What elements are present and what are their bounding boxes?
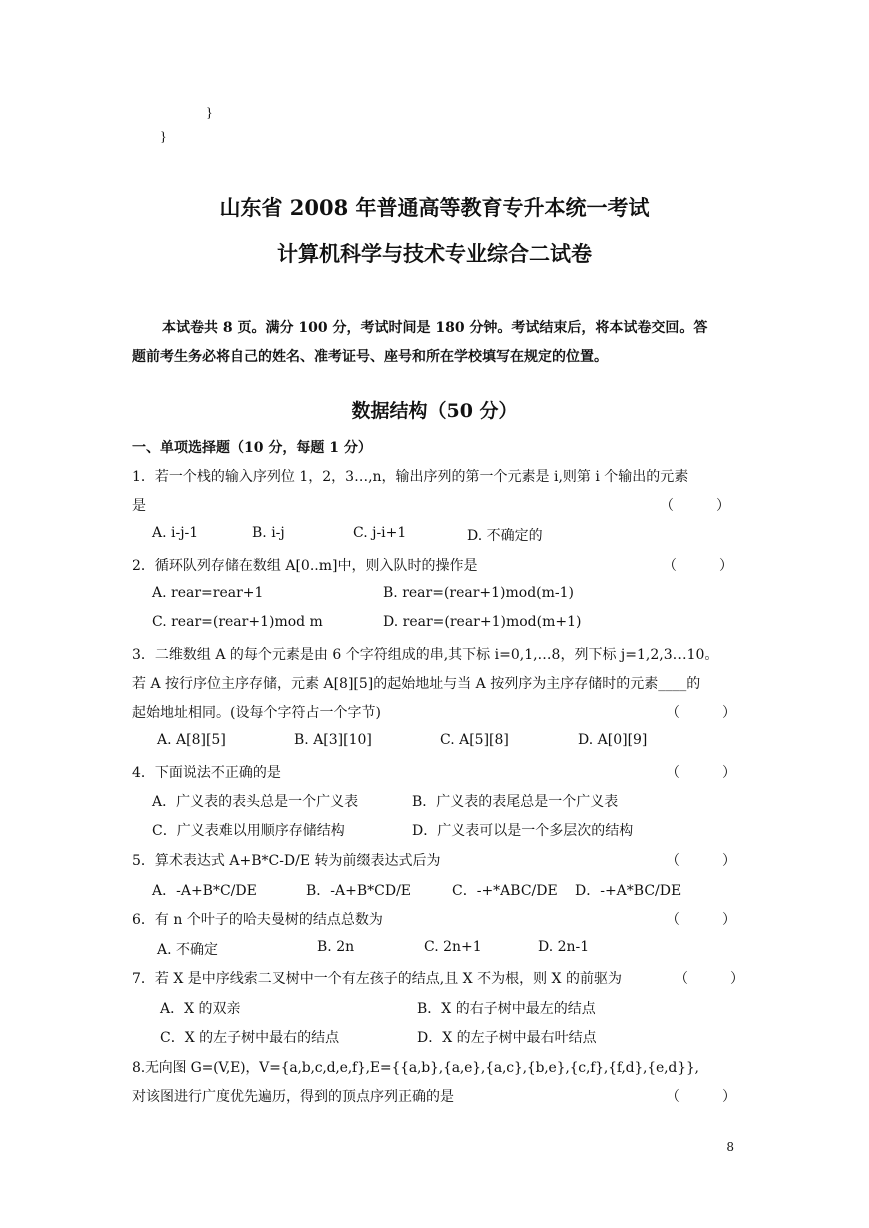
question-2-stem-line1: 2．循环队列存储在数组 A[0..m]中，则入队时的操作是: [132, 558, 478, 574]
question-8-answer-paren: （ ）: [666, 1089, 736, 1105]
question-2-option-a: A. rear=rear+1: [152, 585, 264, 601]
question-3-option-b: B. A[3][10]: [294, 732, 372, 748]
question-7-option-c: C．X 的左子树中最右的结点: [160, 1030, 340, 1046]
question-8-stem-line1: 8.无向图 G=(V,E)，V={a,b,c,d,e,f},E={{a,b},{a,e},{a,c},{b,e},{c,f},{f,d},{e,d}},: [132, 1060, 699, 1076]
question-4-option-b: B．广义表的表尾总是一个广义表: [412, 794, 619, 810]
code-inner-brace: }: [206, 106, 213, 121]
question-6-option-b: B. 2n: [317, 939, 355, 955]
question-2-option-d: D. rear=(rear+1)mod(m+1): [383, 614, 582, 630]
question-1-option-a: A. i-j-1: [152, 525, 199, 541]
question-6-option-d: D. 2n-1: [538, 939, 590, 955]
question-3-stem-line1: 3．二维数组 A 的每个元素是由 6 个字符组成的串,其下标 i=0,1,…8，列下标 j=1,2,3…10。: [132, 647, 719, 663]
question-8-stem-line2: 对该图进行广度优先遍历，得到的顶点序列正确的是: [132, 1089, 454, 1105]
question-6-option-a: A. 不确定: [157, 942, 219, 958]
notice-line2: 题前考生务必将自己的姓名、准考证号、座号和所在学校填写在规定的位置。: [132, 349, 608, 365]
question-1-option-d: D. 不确定的: [467, 528, 543, 544]
question-1-option-c: C. j-i+1: [353, 525, 407, 541]
question-4-stem-line1: 4．下面说法不正确的是: [132, 765, 281, 781]
question-2-option-c: C. rear=(rear+1)mod m: [152, 614, 323, 630]
exam-title-line2: 计算机科学与技术专业综合二试卷: [277, 241, 592, 266]
question-3-stem-line2: 若 A 按行序位主序存储，元素 A[8][5]的起始地址与当 A 按列序为主序存储时的元素____的: [132, 676, 701, 692]
question-4-option-c: C．广义表难以用顺序存储结构: [152, 823, 345, 839]
question-2-option-b: B. rear=(rear+1)mod(m-1): [383, 585, 575, 601]
question-4-option-a: A．广义表的表头总是一个广义表: [152, 794, 359, 810]
code-outer-brace: }: [160, 130, 167, 145]
section-title: 数据结构（50 分）: [351, 400, 518, 422]
question-1-stem-line1: 1．若一个栈的输入序列位 1，2，3…,n，输出序列的第一个元素是 i,则第 i 个输出的元素: [132, 469, 689, 485]
question-7-option-a: A．X 的双亲: [160, 1001, 241, 1017]
question-5-option-c: C．-+*ABC/DE: [452, 883, 558, 899]
question-5-answer-paren: （ ）: [666, 853, 736, 869]
part1-heading: 一、单项选择题（10 分，每题 1 分）: [132, 440, 372, 456]
page-number: 8: [726, 1140, 734, 1154]
notice-line1: 本试卷共 8 页。满分 100 分，考试时间是 180 分钟。考试结束后，将本试卷交回。答: [162, 320, 708, 336]
question-3-option-a: A. A[8][5]: [157, 732, 226, 748]
question-2-answer-paren: （ ）: [663, 558, 733, 574]
exam-notice: [132, 314, 742, 372]
question-3-stem-line3: 起始地址相同。(设每个字符占一个字节): [132, 705, 381, 721]
question-1-stem-line2: 是: [132, 498, 146, 514]
question-5-stem-line1: 5．算术表达式 A+B*C-D/E 转为前缀表达式后为: [132, 853, 441, 869]
exam-title-line1: 山东省 2008 年普通高等教育专升本统一考试: [219, 195, 650, 220]
question-6-stem-line1: 6．有 n 个叶子的哈夫曼树的结点总数为: [132, 912, 383, 928]
question-1-option-b: B. i-j: [252, 525, 285, 541]
question-5-option-b: B．-A+B*CD/E: [306, 883, 412, 899]
question-1-answer-paren: （ ）: [660, 498, 730, 514]
question-7-answer-paren: （ ）: [674, 971, 744, 987]
question-5-option-d: D．-+A*BC/DE: [575, 883, 682, 899]
question-6-answer-paren: （ ）: [666, 912, 736, 928]
question-3-option-d: D. A[0][9]: [578, 732, 648, 748]
question-3-option-c: C. A[5][8]: [440, 732, 509, 748]
question-3-answer-paren: （ ）: [666, 705, 736, 721]
question-4-option-d: D．广义表可以是一个多层次的结构: [412, 823, 634, 839]
question-7-option-b: B．X 的右子树中最左的结点: [417, 1001, 596, 1017]
question-7-option-d: D．X 的左子树中最右叶结点: [417, 1030, 597, 1046]
question-5-option-a: A．-A+B*C/DE: [152, 883, 257, 899]
question-6-option-c: C. 2n+1: [424, 939, 482, 955]
question-7-stem-line1: 7．若 X 是中序线索二叉树中一个有左孩子的结点,且 X 不为根，则 X 的前驱为: [132, 971, 622, 987]
question-4-answer-paren: （ ）: [666, 765, 736, 781]
